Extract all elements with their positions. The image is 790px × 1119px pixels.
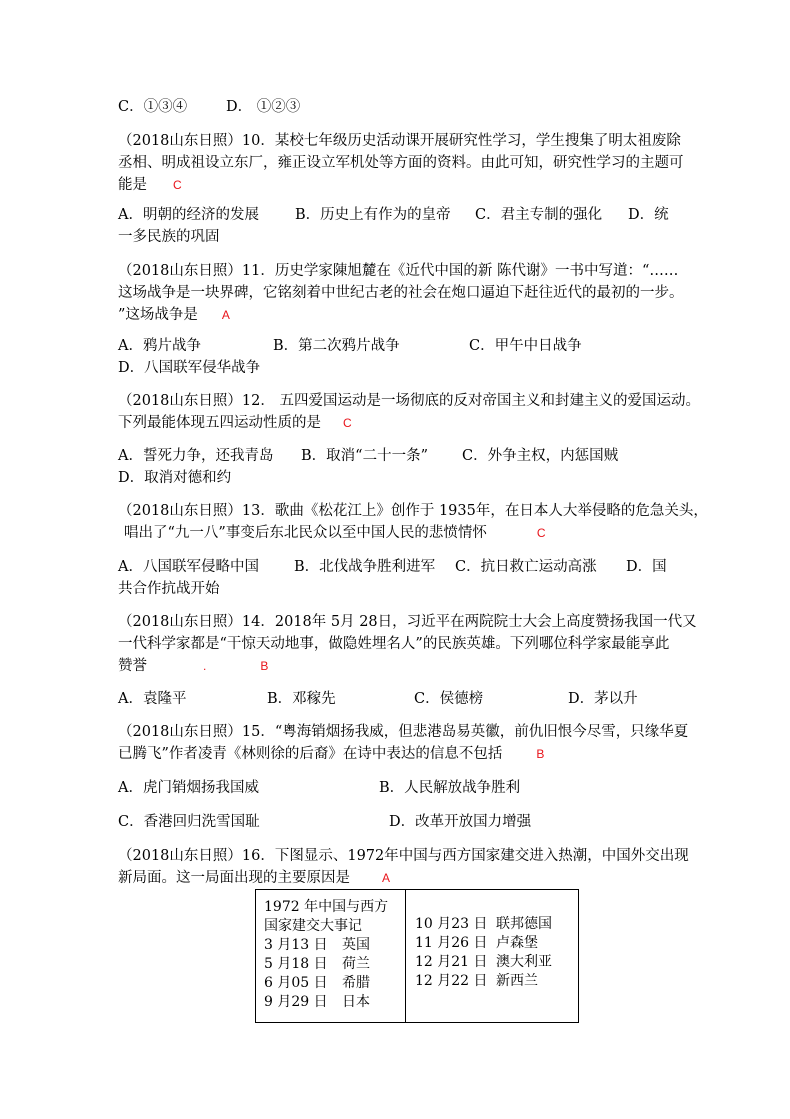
q12-option-a: A．誓死力争，还我青岛 bbox=[118, 448, 274, 464]
q11-option-c: C．甲午中日战争 bbox=[469, 338, 582, 354]
row-date: 3 月13 日 bbox=[264, 937, 328, 953]
q11-option-d: D．八国联军侵华战争 bbox=[118, 360, 261, 376]
q11-option-b: B．第二次鸦片战争 bbox=[273, 338, 400, 354]
q15-options-row-1 bbox=[118, 777, 678, 799]
q14-line-3-text: 赞誉 bbox=[118, 658, 147, 674]
q11-options bbox=[118, 335, 678, 379]
q10-line-1: （2018山东日照）10．某校七年级历史活动课开展研究性学习，学生搜集了明太祖废除 bbox=[118, 133, 681, 149]
q10-option-b: B．历史上有作为的皇帝 bbox=[295, 207, 451, 223]
table-row bbox=[415, 915, 575, 934]
q14-option-b: B．邓稼先 bbox=[267, 691, 336, 707]
row-country: 卢森堡 bbox=[496, 935, 538, 951]
q10-line-2: 丞相、明成祖设立东厂，雍正设立军机处等方面的资料。由此可知，研究性学习的主题可 bbox=[118, 155, 684, 171]
q11-line-1: （2018山东日照）11．历史学家陳旭麓在《近代中国的新 陈代谢》一书中写道：“…… bbox=[118, 263, 679, 279]
q9-option-d: D． ①②③ bbox=[226, 99, 301, 115]
q13-line-2-text: 唱出了“九一八”事变后东北民众以至中国人民的悲愤情怀 bbox=[124, 525, 487, 541]
q12-line-2-text: 下列最能体现五四运动性质的是 bbox=[118, 415, 321, 431]
question-15 bbox=[118, 721, 689, 765]
question-16 bbox=[118, 845, 689, 889]
q14-option-d: D．茅以升 bbox=[568, 691, 638, 707]
q14-option-c: C．侯德榜 bbox=[414, 691, 484, 707]
row-date: 6 月05 日 bbox=[264, 975, 328, 991]
q10-option-d: D．统 bbox=[628, 207, 669, 223]
q15-answer: B bbox=[536, 747, 545, 761]
q12-option-b: B．取消“二十一条” bbox=[301, 448, 428, 464]
q15-option-a: A．虎门销烟扬我国威 bbox=[118, 780, 259, 796]
q16-answer: A bbox=[382, 871, 391, 885]
q11-option-a: A．鸦片战争 bbox=[118, 338, 201, 354]
q14-line-3 bbox=[118, 655, 678, 677]
table-row bbox=[264, 955, 404, 974]
table-row bbox=[415, 934, 575, 953]
row-country: 联邦德国 bbox=[496, 916, 552, 932]
q10-line-3-text: 能是 bbox=[118, 177, 147, 193]
q10-options bbox=[118, 204, 678, 248]
q12-option-c: C．外争主权，内惩国贼 bbox=[462, 448, 619, 464]
q11-line-3 bbox=[118, 304, 678, 326]
q13-option-a: A．八国联军侵略中国 bbox=[118, 559, 259, 575]
q13-option-b: B．北伐战争胜利进军 bbox=[294, 559, 436, 575]
row-date: 12 月21 日 bbox=[415, 954, 488, 970]
q10-option-c: C．君主专制的强化 bbox=[475, 207, 603, 223]
table-row bbox=[264, 993, 404, 1012]
q10-line-3 bbox=[118, 174, 678, 196]
question-10 bbox=[118, 130, 684, 196]
table-row bbox=[264, 974, 404, 993]
q16-line-2 bbox=[118, 867, 678, 889]
row-country: 荷兰 bbox=[342, 956, 370, 972]
q13-option-d: D．国 bbox=[626, 559, 667, 575]
q14-line-1: （2018山东日照）14．2018年 5月 28日，习近平在两院院士大会上高度赞扬我国一代又 bbox=[118, 614, 697, 630]
q12-line-1: （2018山东日照）12． 五四爱国运动是一场彻底的反对帝国主义和封建主义的爱国运动。 bbox=[118, 393, 700, 409]
q10-option-d-cont: 一多民族的巩固 bbox=[118, 229, 220, 245]
q9-option-c: C．①③④ bbox=[118, 99, 188, 115]
q13-options bbox=[118, 556, 678, 600]
q13-option-d-cont: 共合作抗战开始 bbox=[118, 581, 220, 597]
q15-line-1: （2018山东日照）15．“粤海销烟扬我威，但悲港岛易英徽，前仇旧恨今尽雪，只缘华夏 bbox=[118, 724, 689, 740]
row-country: 新西兰 bbox=[496, 973, 538, 989]
q12-line-2 bbox=[118, 412, 678, 434]
q13-line-1: （2018山东日照）13．歌曲《松花江上》创作于 1935年，在日本人大举侵略的危急关头， bbox=[118, 503, 708, 519]
row-date: 9 月29 日 bbox=[264, 994, 328, 1010]
question-11 bbox=[118, 260, 684, 326]
table-row bbox=[415, 972, 575, 991]
table-row bbox=[264, 936, 404, 955]
row-date: 11 月26 日 bbox=[415, 935, 488, 951]
question-14 bbox=[118, 611, 697, 677]
table-left-column bbox=[264, 898, 404, 1012]
question-12 bbox=[118, 390, 700, 434]
q12-options bbox=[118, 445, 678, 489]
row-country: 澳大利亚 bbox=[496, 954, 552, 970]
q12-option-d: D．取消对德和约 bbox=[118, 470, 232, 486]
table-title-line-2: 国家建交大事记 bbox=[264, 918, 362, 934]
q16-line-2-text: 新局面。这一局面出现的主要原因是 bbox=[118, 870, 350, 886]
q13-option-c: C．抗日救亡运动高涨 bbox=[455, 559, 597, 575]
table-right-column bbox=[415, 915, 575, 991]
table-divider bbox=[405, 890, 406, 1022]
q14-option-a: A．袁隆平 bbox=[118, 691, 187, 707]
q13-line-2 bbox=[118, 522, 678, 544]
q11-line-2: 这场战争是一块界碑，它铭刻着中世纪古老的社会在炮口逼迫下赶往近代的最初的一步。 bbox=[118, 285, 684, 301]
row-date: 12 月22 日 bbox=[415, 973, 488, 989]
q14-line-2: 一代科学家都是“干惊天动地事，做隐姓埋名人”的民族英雄。下列哪位科学家最能享此 bbox=[118, 636, 670, 652]
row-date: 5 月18 日 bbox=[264, 956, 328, 972]
q10-answer: C bbox=[173, 178, 182, 192]
q9-options bbox=[118, 96, 678, 118]
q15-options-row-2 bbox=[118, 811, 678, 833]
q14-options bbox=[118, 688, 678, 710]
q15-line-2 bbox=[118, 743, 678, 765]
row-date: 10 月23 日 bbox=[415, 916, 488, 932]
q12-answer: C bbox=[343, 416, 352, 430]
table-row bbox=[415, 953, 575, 972]
q15-line-2-text: 已腾飞”作者凌青《林则徐的后裔》在诗中表达的信息不包括 bbox=[118, 746, 503, 762]
diplomacy-table bbox=[255, 889, 579, 1023]
q11-answer: A bbox=[221, 308, 230, 322]
row-country: 日本 bbox=[342, 994, 370, 1010]
q11-line-3-text: ”这场战争是 bbox=[118, 307, 198, 323]
q16-line-1: （2018山东日照）16．下图显示、1972年中国与西方国家建交进入热潮，中国外交出现 bbox=[118, 848, 689, 864]
row-country: 英国 bbox=[342, 937, 370, 953]
row-country: 希腊 bbox=[342, 975, 370, 991]
q14-dot: . bbox=[203, 659, 207, 673]
q13-answer: C bbox=[536, 526, 546, 540]
question-13 bbox=[118, 500, 708, 544]
q15-option-c: C．香港回归洗雪国耻 bbox=[118, 814, 260, 830]
q10-option-a: A．明朝的经济的发展 bbox=[118, 207, 259, 223]
q14-answer: B bbox=[260, 659, 269, 673]
table-title-line-1: 1972 年中国与西方 bbox=[264, 899, 389, 915]
q15-option-d: D．改革开放国力增强 bbox=[389, 814, 532, 830]
q15-option-b: B．人民解放战争胜利 bbox=[379, 780, 521, 796]
